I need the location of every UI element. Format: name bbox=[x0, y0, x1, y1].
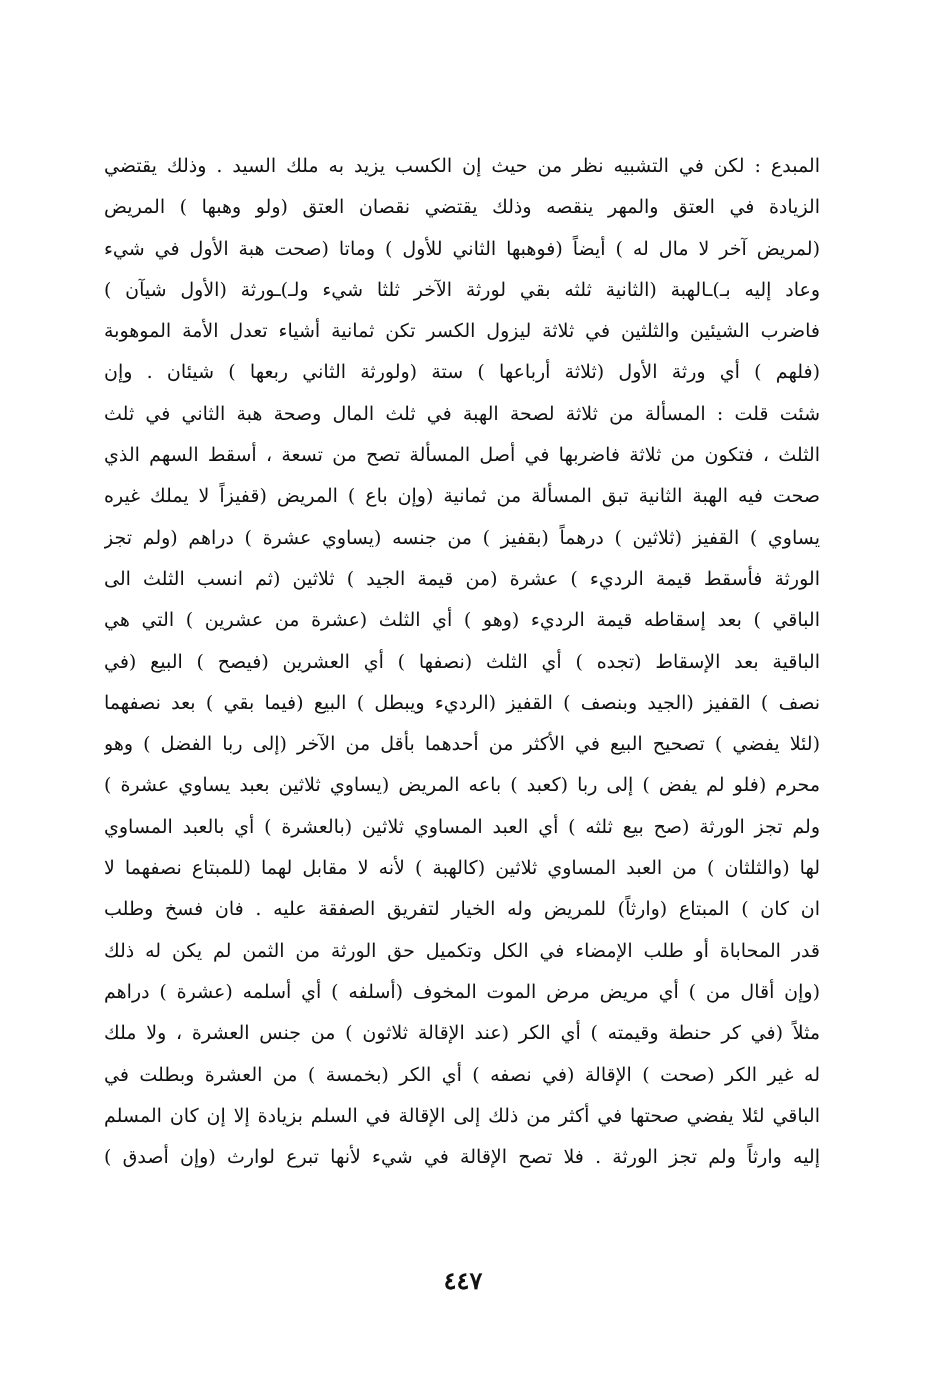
text-line: (لمريض آخر لا مال له ) أيضاً (فوهبها الثاني للأول ) وماتا (صحت هبة الأول في شيء bbox=[104, 237, 820, 260]
text-line: المبدع : لكن في التشبيه نظر من حيث إن الكسب يزيد به ملك السيد . وذلك يقتضي bbox=[104, 155, 820, 177]
text-line: ان كان ) المبتاع (وارثاً) للمريض وله الخيار لتفريق الصفقة عليه . فان فسخ وطلب bbox=[104, 898, 820, 921]
text-line: وعاد إليه بـ)ـالهبة (الثانية ثلثه بقي لورثة الآخر ثلثا شيء ولـ)ـورثة (الأول شيآن ) bbox=[104, 278, 820, 301]
text-line: إليه وارثاً ولم تجز الورثة . فلا تصح الإقالة في شيء لأنها تبرع لوارث (وإن أصدق ) bbox=[104, 1146, 820, 1169]
text-line: الباقي لئلا يفضي صحتها في أكثر من ذلك إلى الإقالة في السلم بزيادة إلا إن كان المسلم bbox=[104, 1104, 820, 1127]
text-line: الورثة فأسقط قيمة الرديء ) عشرة (من قيمة الجيد ) ثلاثين (ثم انسب الثلث الى bbox=[104, 567, 820, 590]
text-line: نصف ) القفيز (الجيد وبنصف ) القفيز (الرديء ويبطل ) البيع (فيما بقي ) بعد نصفهما bbox=[104, 691, 820, 714]
text-line: (فلهم ) أي ورثة الأول (ثلاثة أرباعها ) ستة (ولورثة الثاني ربعها ) شيئان . وإن bbox=[104, 361, 820, 384]
text-line: قدر المحاباة أو طلب الإمضاء في الكل وتكميل حق الورثة من الثمن لم يكن له ذلك bbox=[104, 939, 820, 962]
text-line: الباقي ) بعد إسقاطه قيمة الرديء (وهو ) أي الثلث (عشرة من عشرين ) التي هي bbox=[104, 609, 820, 632]
text-line: صحت فيه الهبة الثانية تبق المسألة من ثمانية (وإن باع ) المريض (قفيزاً لا يملك غيره bbox=[104, 485, 820, 508]
text-line: مثلاً (في كر حنطة وقيمته ) أي الكر (عند الإقالة ثلاثون ) من جنس العشرة ، ولا ملك bbox=[104, 1022, 820, 1045]
page-number: ٤٤٧ bbox=[443, 1266, 483, 1295]
text-line: الباقية بعد الإسقاط (تجده ) أي الثلث (نصفها ) أي العشرين (فيصح ) البيع (في bbox=[104, 650, 820, 673]
body-text bbox=[104, 146, 820, 1178]
text-line: شئت قلت : المسألة من ثلاثة لصحة الهبة في ثلث المال وصحة هبة الثاني في ثلث bbox=[104, 402, 820, 425]
text-line: فاضرب الشيئين والثلثين في ثلاثة ليزول الكسر تكن ثمانية أشياء تعدل الأمة الموهوبة bbox=[104, 320, 820, 343]
text-line: محرم (فلو لم يفض ) إلى ربا (كعبد ) باعه المريض (يساوي ثلاثين بعبد يساوي عشرة ) bbox=[104, 774, 820, 797]
text-line: ولم تجز الورثة (صح بيع ثلثه ) أي العبد المساوي ثلاثين (بالعشرة ) أي بالعبد المساوي bbox=[104, 815, 820, 838]
text-line: (وإن أقال من ) أي مريض مرض الموت المخوف (أسلفه ) أي أسلمه (عشرة ) دراهم bbox=[104, 980, 820, 1003]
text-line: الزيادة في العتق والمهر ينقصه وذلك يقتضي نقصان العتق (ولو وهبها ) المريض bbox=[104, 196, 820, 219]
text-line: الثلث ، فتكون من ثلاثة فاضربها في أصل المسألة تصح من تسعة ، أسقط السهم الذي bbox=[104, 444, 820, 467]
text-line: له غير الكر (صحت ) الإقالة (في نصفه ) أي الكر (بخمسة ) من العشرة وبطلت في bbox=[104, 1063, 820, 1086]
text-line: لها (والثلثان ) من العبد المساوي ثلاثين (كالهبة ) لأنه لا مقابل لهما (للمبتاع نصفهما لا bbox=[104, 857, 820, 880]
text-line: (لئلا يفضي ) تصحيح البيع في الأكثر من أحدهما بأقل من الآخر (إلى ربا الفضل ) وهو bbox=[104, 733, 820, 756]
text-line: يساوي ) القفيز (ثلاثين ) درهماً (بقفيز ) من جنسه (يساوي عشرة ) دراهم (ولم تجز bbox=[104, 526, 820, 549]
